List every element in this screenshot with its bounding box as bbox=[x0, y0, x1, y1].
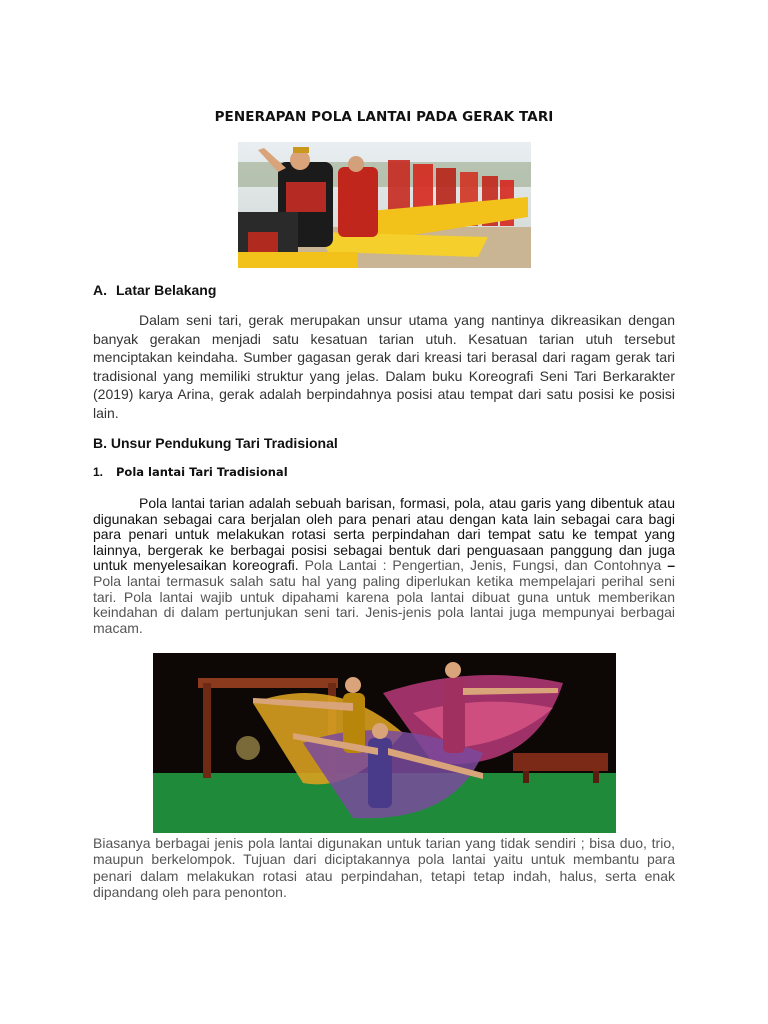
document-title: PENERAPAN POLA LANTAI PADA GERAK TARI bbox=[214, 109, 554, 125]
section-b-paragraph-dash: – bbox=[667, 557, 676, 574]
subsection-1-number: 1. bbox=[93, 465, 104, 479]
section-a-number: A. bbox=[93, 282, 107, 298]
section-a-title: Latar Belakang bbox=[116, 282, 217, 298]
section-b-heading: B. Unsur Pendukung Tari Tradisional bbox=[93, 435, 338, 451]
wing-dancers-photo bbox=[153, 653, 616, 833]
subsection-1-heading bbox=[93, 465, 288, 479]
closing-paragraph: Biasanya berbagai jenis pola lantai digunakan untuk tarian yang tidak sendiri ; bisa duo, trio, maupun berkelompok. Tujuan dari diciptakannya pola lantai yaitu untuk membantu para penari dalam melakukan rotasi atau perpindahan, tetapi tetap indah, halus, serta enak dipandang oleh para penonton. bbox=[93, 835, 675, 901]
section-b-paragraph bbox=[93, 496, 675, 636]
section-a-paragraph bbox=[93, 311, 675, 423]
section-b-paragraph-part3: Pola lantai termasuk salah satu hal yang paling diperlukan ketika mempelajari perihal seni tari. Pola lantai wajib untuk dipahami karena pola lantai dibuat guna untuk memberikan keindahan di dalam pertunjukan seni tari. Jenis-jenis pola lantai juga mempunyai berbagai macam. bbox=[93, 572, 675, 636]
group-dancers-photo bbox=[238, 142, 531, 268]
section-b-paragraph-part1: Pola lantai tarian adalah sebuah barisan, formasi, pola, atau garis yang dibentuk atau digunakan sebagai cara berjalan oleh para penari atau dengan kata lain sebagai cara bagi para penari untuk melakukan rotasi serta perpindahan dari tempat satu ke tempat yang lainnya, bergerak ke berbagai posisi sebagai bentuk dari penguasaan panggung dan juga untuk menyelesaikan koreografi. bbox=[93, 495, 675, 574]
section-b-paragraph-part2: Pola Lantai : Pengertian, Jenis, Fungsi, dan Contohnya bbox=[304, 557, 662, 574]
section-a-heading bbox=[93, 282, 216, 298]
section-a-paragraph-text: Dalam seni tari, gerak merupakan unsur utama yang nantinya dikreasikan dengan banyak gerakan menjadi satu kesatuan tarian utuh. Kesatuan tarian utuh tersebut menciptakan keindaha. Sumber gagasan gerak dari kreasi tari berasal dari ragam gerak tari tradisional yang memiliki struktur yang jelas. Dalam buku Koreografi Seni Tari Berkarakter (2019) karya Arina, gerak adalah berpindahnya posisi atau tempat dari satu posisi ke posisi lain. bbox=[93, 312, 675, 421]
subsection-1-title: Pola lantai Tari Tradisional bbox=[116, 465, 288, 479]
